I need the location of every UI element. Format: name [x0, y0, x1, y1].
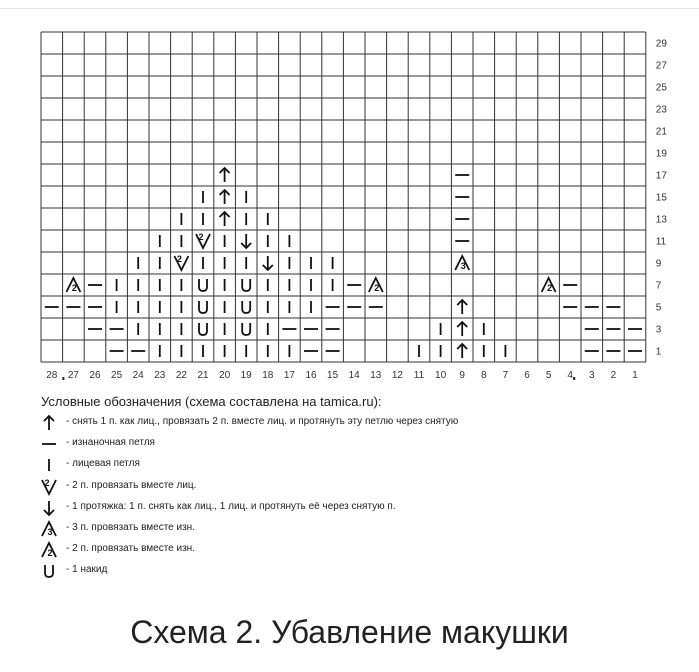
arrow-up-icon — [457, 344, 467, 358]
u-icon — [242, 323, 250, 335]
arrow-up-icon — [44, 416, 54, 430]
u-icon — [38, 560, 62, 582]
arrow-up-icon — [220, 190, 230, 204]
arrow-down-icon — [263, 256, 273, 270]
legend-item — [38, 412, 598, 434]
v2-icon — [196, 232, 210, 248]
column-label: 2 — [610, 370, 617, 380]
row-label: 3 — [655, 324, 662, 336]
svg-text:2: 2 — [71, 283, 77, 293]
row-label: 25 — [655, 82, 667, 94]
column-label: 12 — [391, 370, 403, 380]
legend-text: - 2 п. провязать вместе изн. — [66, 543, 195, 555]
column-label: 23 — [154, 370, 166, 380]
row-label: 1 — [655, 346, 662, 358]
row-label: 17 — [655, 170, 667, 182]
column-label: 19 — [240, 370, 252, 380]
column-label: 9 — [459, 370, 465, 380]
column-label: 3 — [589, 370, 595, 380]
column-label: 21 — [197, 370, 209, 380]
legend-item — [38, 497, 598, 519]
svg-text:2: 2 — [44, 477, 50, 488]
a3-icon — [455, 256, 469, 271]
column-label: 25 — [111, 370, 123, 380]
chart-grid — [41, 32, 646, 362]
legend-item — [38, 454, 598, 476]
a2-icon — [42, 543, 56, 558]
a2-icon — [369, 278, 383, 293]
column-label: 10 — [435, 370, 447, 380]
legend-text: - снять 1 п. как лиц., провязать 2 п. вместе лиц. и протянуть эту петлю через снятую — [66, 416, 459, 427]
column-label: 16 — [305, 370, 317, 380]
legend-text: - 1 накид — [66, 564, 108, 576]
arrow-up-icon — [457, 300, 467, 314]
column-label: 28 — [46, 370, 58, 380]
vertical-bar-icon — [38, 454, 62, 476]
column-label: 6 — [524, 370, 530, 380]
u-icon — [242, 301, 250, 313]
svg-text:3: 3 — [47, 527, 53, 537]
svg-text:2: 2 — [547, 283, 553, 293]
arrow-up-icon — [220, 168, 230, 182]
row-label: 5 — [655, 302, 662, 314]
row-label: 13 — [655, 214, 667, 226]
svg-text:2: 2 — [176, 254, 182, 264]
svg-text:2: 2 — [198, 232, 204, 242]
u-icon — [199, 301, 207, 313]
u-icon — [45, 565, 53, 577]
legend-item — [38, 539, 598, 561]
column-label: 13 — [370, 370, 382, 380]
dash-icon — [38, 433, 62, 455]
v2-icon — [174, 254, 188, 270]
row-label: 29 — [655, 38, 667, 50]
svg-text:2: 2 — [47, 548, 53, 559]
u-icon — [199, 279, 207, 291]
legend-item — [38, 518, 598, 540]
column-label: 15 — [327, 370, 339, 380]
column-label: 17 — [283, 370, 295, 380]
arrow-up-icon — [38, 412, 62, 434]
u-icon — [242, 279, 250, 291]
u-icon — [199, 323, 207, 335]
legend-text: - 3 п. провязать вместе изн. — [66, 522, 195, 533]
row-label: 9 — [655, 258, 662, 270]
arrow-down-icon — [241, 234, 251, 248]
column-label: 22 — [175, 370, 187, 380]
svg-text:2: 2 — [374, 283, 380, 293]
arrow-up-icon — [457, 322, 467, 336]
a3-icon — [42, 522, 56, 537]
arrow-down-icon — [38, 497, 62, 519]
column-label: 20 — [219, 370, 231, 380]
arrow-down-icon — [44, 501, 54, 515]
legend-title: Условные обозначения (схема составлена на tamica.ru): — [41, 394, 382, 409]
row-label: 21 — [655, 126, 667, 138]
arrow-up-icon — [220, 212, 230, 226]
legend-item — [38, 476, 598, 498]
legend-text: - изнаночная петля — [66, 437, 155, 449]
a2-icon — [542, 278, 556, 293]
column-label: 18 — [262, 370, 274, 380]
column-label: 27 — [67, 370, 79, 380]
row-label: 15 — [655, 192, 667, 204]
row-label: 23 — [655, 104, 667, 116]
a2-icon — [38, 539, 62, 561]
legend-text: - 2 п. провязать вместе лиц. — [66, 479, 197, 491]
column-label: 5 — [545, 370, 552, 380]
svg-text:3: 3 — [460, 261, 466, 271]
row-label: 19 — [655, 148, 667, 160]
column-label: 4 — [567, 370, 573, 380]
column-label: 7 — [502, 370, 509, 380]
row-label: 11 — [655, 236, 667, 248]
column-label: 14 — [348, 370, 360, 380]
legend-item — [38, 433, 598, 455]
column-label: 8 — [481, 370, 487, 380]
page-caption: Схема 2. Убавление макушки — [130, 614, 569, 650]
v2-icon — [38, 476, 62, 498]
v2-icon — [42, 478, 56, 494]
row-label: 27 — [655, 60, 667, 72]
a2-icon — [66, 278, 80, 293]
legend-text: - лицевая петля — [66, 458, 140, 470]
column-label: 1 — [632, 370, 638, 380]
column-label: 26 — [89, 370, 101, 380]
legend-text: - 1 протяжка: 1 п. снять как лиц., 1 лиц. и протянуть её через снятую п. — [66, 500, 396, 512]
column-label: 11 — [413, 370, 425, 380]
a3-icon — [38, 518, 62, 540]
row-label: 7 — [655, 280, 662, 292]
column-label: 24 — [132, 370, 144, 380]
legend-item — [38, 560, 598, 582]
